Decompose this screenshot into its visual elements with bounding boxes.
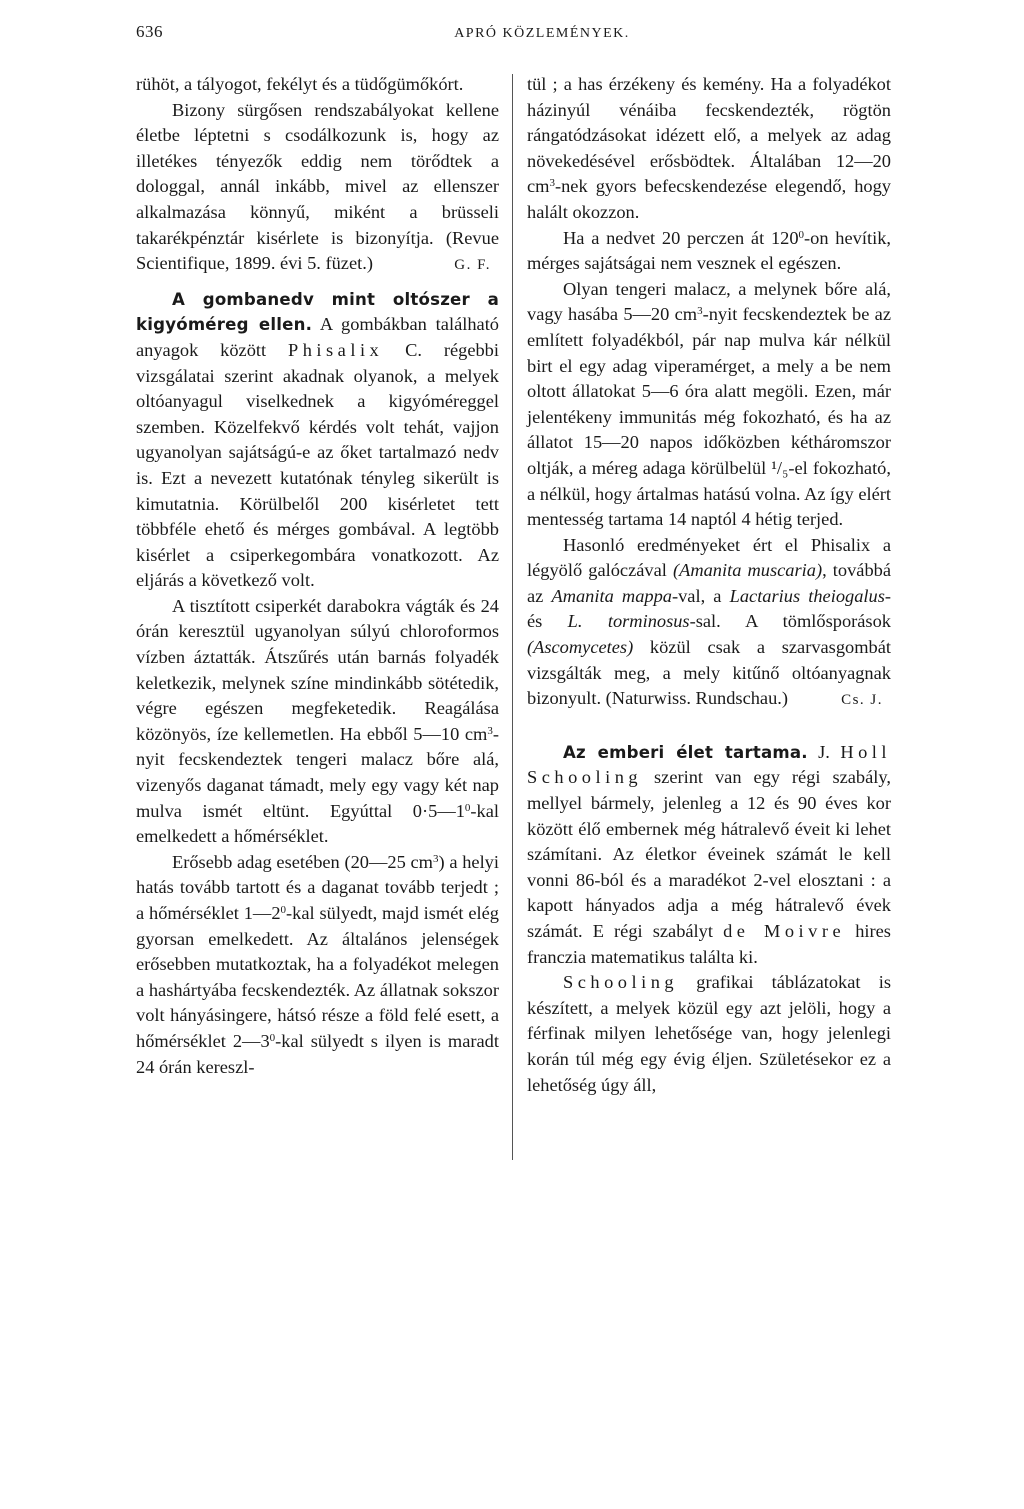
- article-gombanedv: [136, 287, 499, 594]
- text: -on hevítik, mérges sajátságai nem vesznek el egészen.: [527, 227, 891, 274]
- text: szerint van egy régi szabály, mellyel bármely, jelenleg a 12 és 90 éves kor között élő embernek még hátralevő éveit ki lehet számítani. Az életkor éveinek számát le kell vonni 86-ból és a maradékot 2-vel elosztani : a kapott hányados adja a még hátralevő évek számát. E régi szabályt: [527, 767, 891, 941]
- species-name: (Ascomycetes): [527, 637, 634, 658]
- paragraph: [136, 850, 499, 1080]
- text: C. régebbi vizsgálatai szerint akadnak olyanok, a melyek oltóanyagul viselkednek a kigyóméreggel szemben. Közelfekvő kérdés volt tehát, vajjon ugyanolyan sajátságú-e az őket tartalmazó nedv is. Ezt a nevezett kutatónak tényleg sikerült is kimutatnia. Körülbelől 200 kisérletet tett többféle ehető és mérges gombával. A legtöbb kisérlet a csiperkegombára vonatkozott. Az eljárás a következő volt.: [136, 339, 499, 591]
- paragraph: [136, 594, 499, 850]
- article-heading: Az emberi élet tartama.: [563, 742, 808, 762]
- species-name: L. torminosus: [567, 611, 690, 632]
- text: A tisztított csiperkét darabokra vágták és 24 órán keresztül ugyanolyan súlyú chloroformos vízben áztatták. Átszűrés után barnás folyadék keletkezik, melynek színe mindinkább sötétedik, végre egészen megfeketedik. Reagálása közönyös, íze kellemetlen. Ha ebből 5—10 cm: [136, 595, 499, 744]
- superscript: 3: [432, 852, 439, 865]
- text: J.: [807, 741, 841, 762]
- text: -nyit fecskendeztek tengeri malacz bőre alá, vizenyős daganat támadt, mely egy vagy két nap mulva ismét eltünt. Egyúttal 0·5—1: [136, 723, 499, 821]
- paragraph-closing: [527, 533, 891, 712]
- text: -nek gyors befecskendezése elegendő, hogy halált okozzon.: [527, 176, 891, 222]
- author-signature: Cs. J.: [841, 692, 883, 709]
- text: grafikai táblázatokat is készített, a melyek közül egy azt jelöli, hogy a férfinak milyen lehetősége van, hogy jelenlegi korán túl még egy évig éljen. Születésekor ez a lehetőség úgy áll,: [527, 972, 891, 1095]
- text: -sal. A tömlősporások: [689, 611, 891, 632]
- superscript: 0: [798, 228, 805, 241]
- page-number: 636: [136, 22, 163, 41]
- left-column: [136, 72, 499, 1080]
- superscript: 0: [280, 904, 287, 916]
- text: tül ; a has érzékeny és kemény. Ha a folyadékot házinyúl vénáiba fecskendezték, rögtön rángatódzásokat idézett elő, a melyek az adag növekedésével erősbödtek. Általában 12—20 cm: [527, 74, 891, 197]
- text: -el fokozható, a nélkül, hogy ártalmas hatású volna. Az így elért mentesség tartama 14 naptól 4 hétig terjed.: [527, 457, 891, 530]
- text: -kal emelkedett a hőmérséklet.: [136, 800, 499, 847]
- text: , továbbá az: [527, 560, 891, 606]
- author-name: de Moivre: [723, 921, 846, 941]
- text: -val, a: [671, 585, 730, 606]
- right-column: [527, 72, 891, 1098]
- text: közül csak a szarvasgombát vizsgálták meg, a mely kitűnő oltóanyagnak bizonyult. (Naturwiss. Rundschau.): [527, 637, 891, 709]
- text: Ha a nedvet 20 perczen át 120: [563, 227, 799, 248]
- superscript: 0: [269, 1031, 276, 1044]
- author-signature: G. F.: [454, 257, 491, 274]
- superscript: 3: [487, 724, 493, 737]
- page-header: [0, 22, 1024, 52]
- text: -nyit fecskendeztek be az említett folyadékból, pár nap mulva kár nélkül birt el egy adag viperamérget, a mely a be nem oltott állatokat 5—6 óra alatt megöli. Ezen, már jelentékeny immunitás még fokozható, és ha az állatot 15—20 napos időközben kétháromszor oltják, a méreg adaga körülbelül: [527, 304, 891, 478]
- paragraph: [527, 277, 891, 533]
- text: A gombákban található anyagok között: [136, 314, 499, 360]
- text: - és: [527, 585, 891, 632]
- author-name: Holl Schooling: [527, 741, 892, 788]
- column-divider: [512, 74, 513, 1160]
- paragraph-closing: [136, 98, 499, 277]
- superscript: 3: [697, 305, 703, 318]
- text: -kal sülyedt s ilyen is maradt 24 órán kereszl-: [136, 1030, 499, 1077]
- text: ) a helyi hatás tovább tartott és a daganat tovább terjedt ; a hőmérséklet 1—2: [136, 851, 499, 923]
- paragraph-continued: [527, 72, 891, 226]
- article-eletkor: [527, 740, 891, 970]
- text: Hasonló eredményeket ért el Phisalix a légyölő galóczával: [527, 534, 891, 581]
- species-name: Amanita mappa: [551, 585, 672, 606]
- text: Erősebb adag esetében (20—25 cm: [172, 851, 433, 872]
- text: -kal sülyedt, majd ismét elég gyorsan emelkedett. Az általános jelenségek erősebben mutatkoztak, ha a folyadékot melegen a hashártyába fecskendezték. Az állatnak sokszor volt hányásingere, hátsó része a föld felé esett, a hőmérséklet 2—3: [136, 903, 499, 1051]
- paragraph: [527, 970, 891, 1098]
- author-name: Phisalix: [287, 339, 384, 360]
- species-name: (Amanita muscaria): [672, 560, 823, 581]
- running-head: APRÓ KÖZLEMÉNYEK.: [454, 26, 630, 41]
- paragraph: [527, 226, 891, 277]
- text: hires franczia matematikus találta ki.: [527, 921, 891, 967]
- article-heading: A gombanedv mint oltószer a kigyóméreg ellen.: [136, 289, 499, 335]
- text: Bizony sürgősen rendszabályokat kellene életbe léptetni s csodálkozunk is, hogy az illetékes tényezők eddig nem törődtek a dologgal, annál inkább, mivel az ellenszer alkalmazása könnyű, miként a brüsseli takarékpénztár kisérlete is bizonyítja. (Revue Scientifique, 1899. évi 5. füzet.): [136, 99, 499, 274]
- superscript: 0: [464, 801, 471, 814]
- author-name: Schooling: [563, 972, 679, 993]
- species-name: Lactarius theiogalus: [729, 585, 885, 606]
- paragraph-continued: [136, 72, 499, 98]
- superscript: 3: [549, 177, 555, 190]
- text: rühöt, a tályogot, fekélyt és a tüdőgümőkórt.: [136, 74, 464, 94]
- fraction: ¹/₅: [771, 457, 789, 478]
- text: Olyan tengeri malacz, a melynek bőre alá, vagy hasába 5—20 cm: [527, 278, 891, 325]
